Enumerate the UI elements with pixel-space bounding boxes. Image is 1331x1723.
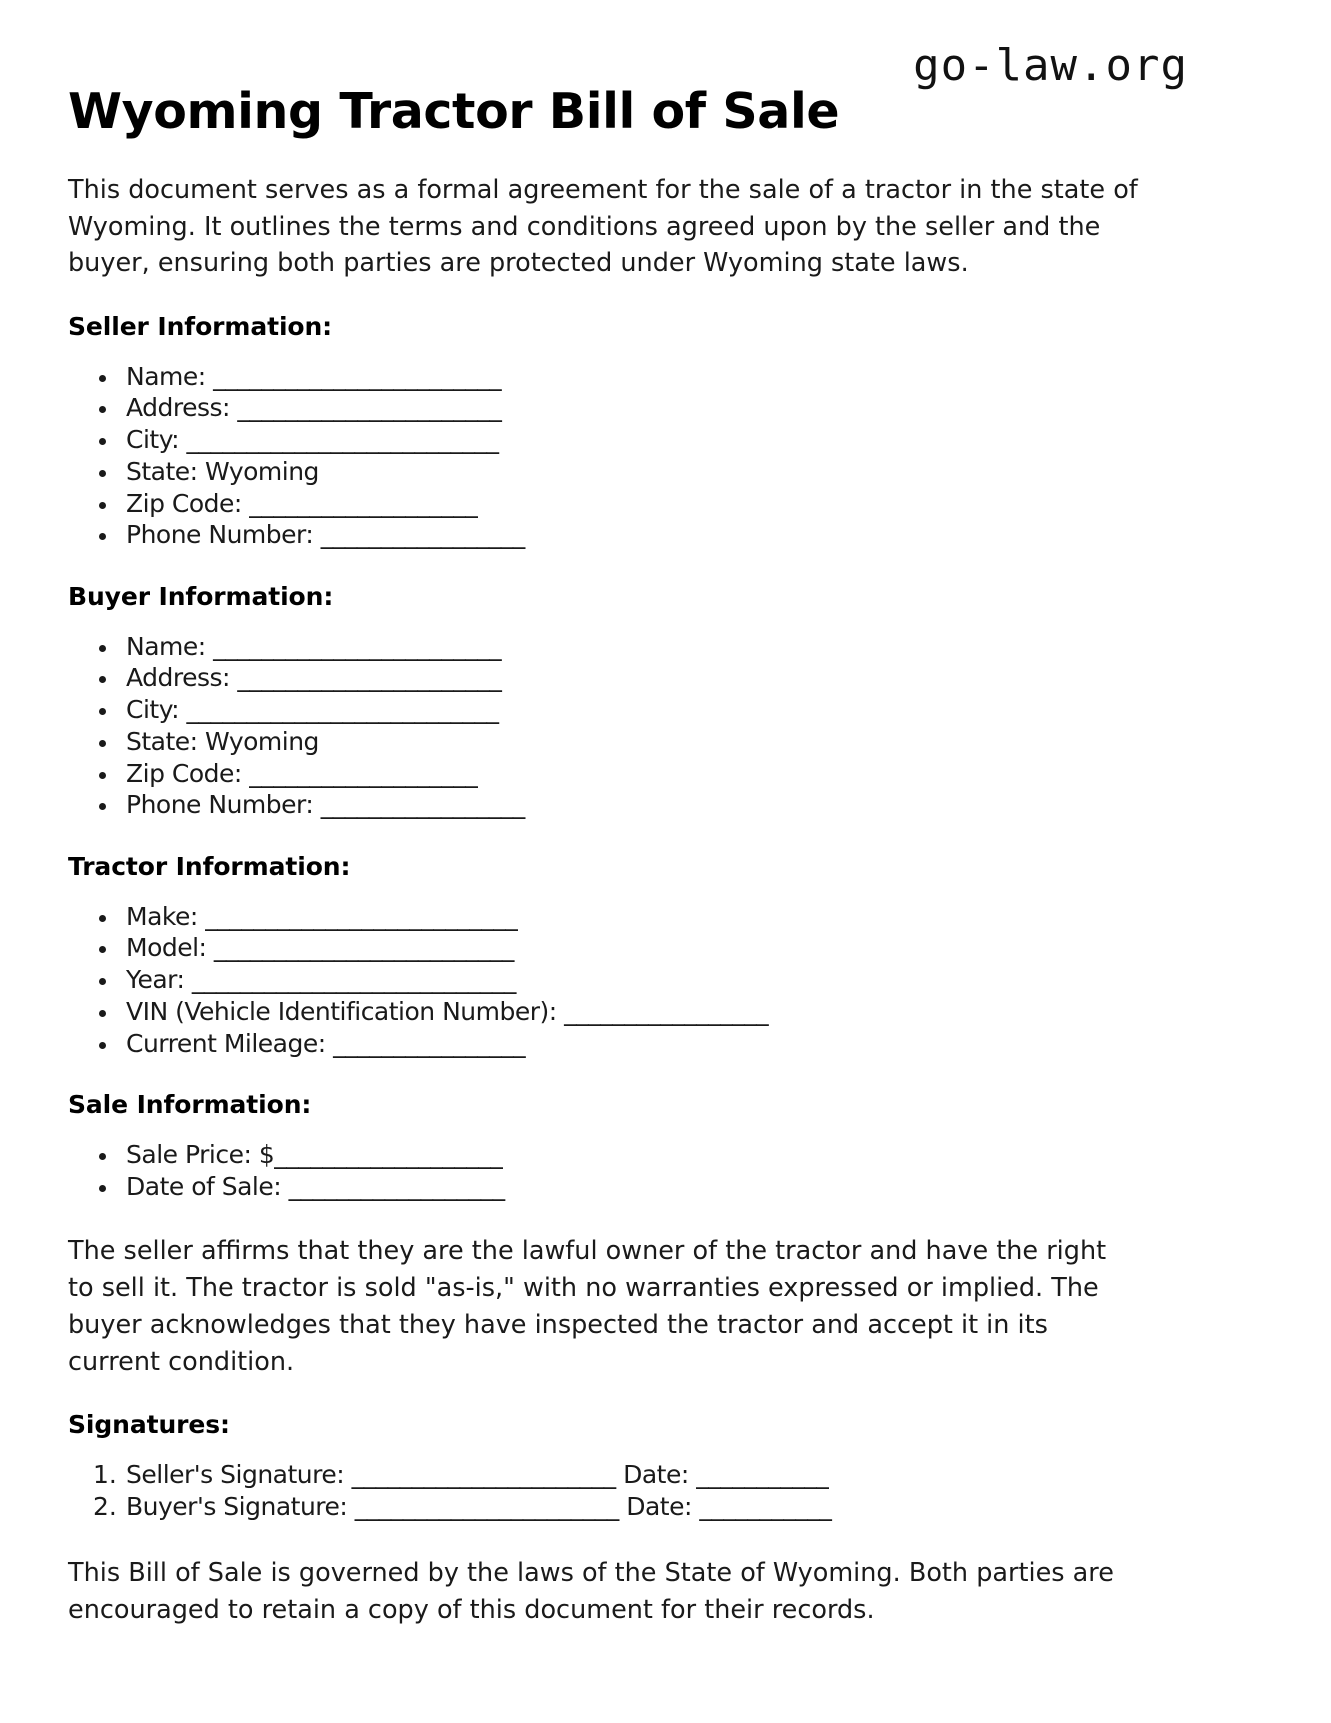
list-item	[126, 632, 1178, 664]
tractor-information-list	[68, 902, 1178, 1061]
list-item	[126, 1140, 1178, 1172]
list-item	[126, 457, 1178, 489]
sale-date-field: Date of Sale: __________________	[126, 1171, 505, 1201]
list-item	[126, 1029, 1178, 1061]
buyer-city-field: City: __________________________	[126, 695, 499, 725]
list-item	[126, 520, 1178, 552]
signatures-list	[68, 1460, 1178, 1524]
list-item	[126, 759, 1178, 791]
seller-phone-field: Phone Number: _________________	[126, 520, 525, 550]
tractor-mileage-field: Current Mileage: ________________	[126, 1028, 526, 1058]
list-item	[126, 1172, 1178, 1204]
sale-price-field: Sale Price: $___________________	[126, 1139, 503, 1169]
tractor-make-field: Make: __________________________	[126, 901, 518, 931]
list-item	[126, 393, 1178, 425]
seller-information-heading: Seller Information:	[68, 312, 333, 342]
buyer-information-heading: Buyer Information:	[68, 582, 334, 612]
buyer-signature-line: Buyer's Signature: ______________________ Date: ___________	[126, 1491, 832, 1521]
list-item	[126, 489, 1178, 521]
document-body	[68, 172, 1178, 1629]
seller-information-list	[68, 362, 1178, 553]
list-item	[126, 1492, 1178, 1524]
seller-zip-field: Zip Code: ___________________	[126, 488, 478, 518]
list-item	[126, 997, 1178, 1029]
governing-law-paragraph: This Bill of Sale is governed by the laws of the State of Wyoming. Both parties are encouraged to retain a copy of this document for their records.	[68, 1558, 1114, 1625]
seller-state-field: State: Wyoming	[126, 456, 319, 486]
list-item	[126, 790, 1178, 822]
list-item	[126, 1460, 1178, 1492]
sale-information-heading: Sale Information:	[68, 1090, 312, 1120]
tractor-model-field: Model: _________________________	[126, 933, 514, 963]
buyer-phone-field: Phone Number: _________________	[126, 790, 525, 820]
site-logo: go-law.org	[913, 40, 1188, 91]
list-item	[126, 362, 1178, 394]
buyer-address-field: Address: ______________________	[126, 663, 502, 693]
seller-address-field: Address: ______________________	[126, 393, 502, 423]
list-item	[126, 933, 1178, 965]
signatures-heading: Signatures:	[68, 1410, 230, 1440]
buyer-information-list	[68, 632, 1178, 823]
list-item	[126, 965, 1178, 997]
list-item	[126, 727, 1178, 759]
intro-paragraph: This document serves as a formal agreement for the sale of a tractor in the state of Wyoming. It outlines the terms and conditions agreed upon by the seller and the buyer, ensuring both parties are protected under Wyoming state laws.	[68, 175, 1138, 279]
buyer-state-field: State: Wyoming	[126, 726, 319, 756]
list-item	[126, 695, 1178, 727]
list-item	[126, 663, 1178, 695]
list-item	[126, 902, 1178, 934]
page-title: Wyoming Tractor Bill of Sale	[68, 83, 840, 140]
seller-signature-line: Seller's Signature: ______________________ Date: ___________	[126, 1459, 829, 1489]
buyer-zip-field: Zip Code: ___________________	[126, 758, 478, 788]
seller-city-field: City: __________________________	[126, 425, 499, 455]
tractor-vin-field: VIN (Vehicle Identification Number): _________________	[126, 996, 769, 1026]
tractor-information-heading: Tractor Information:	[68, 852, 351, 882]
sale-information-list	[68, 1140, 1178, 1204]
list-item	[126, 425, 1178, 457]
affirmation-paragraph: The seller affirms that they are the lawful owner of the tractor and have the right to sell it. The tractor is sold "as-is," with no warranties expressed or implied. The buyer acknowledges that they have inspected the tractor and accept it in its current condition.	[68, 1236, 1107, 1377]
tractor-year-field: Year: ___________________________	[126, 965, 516, 995]
seller-name-field: Name: ________________________	[126, 361, 502, 391]
buyer-name-field: Name: ________________________	[126, 631, 502, 661]
